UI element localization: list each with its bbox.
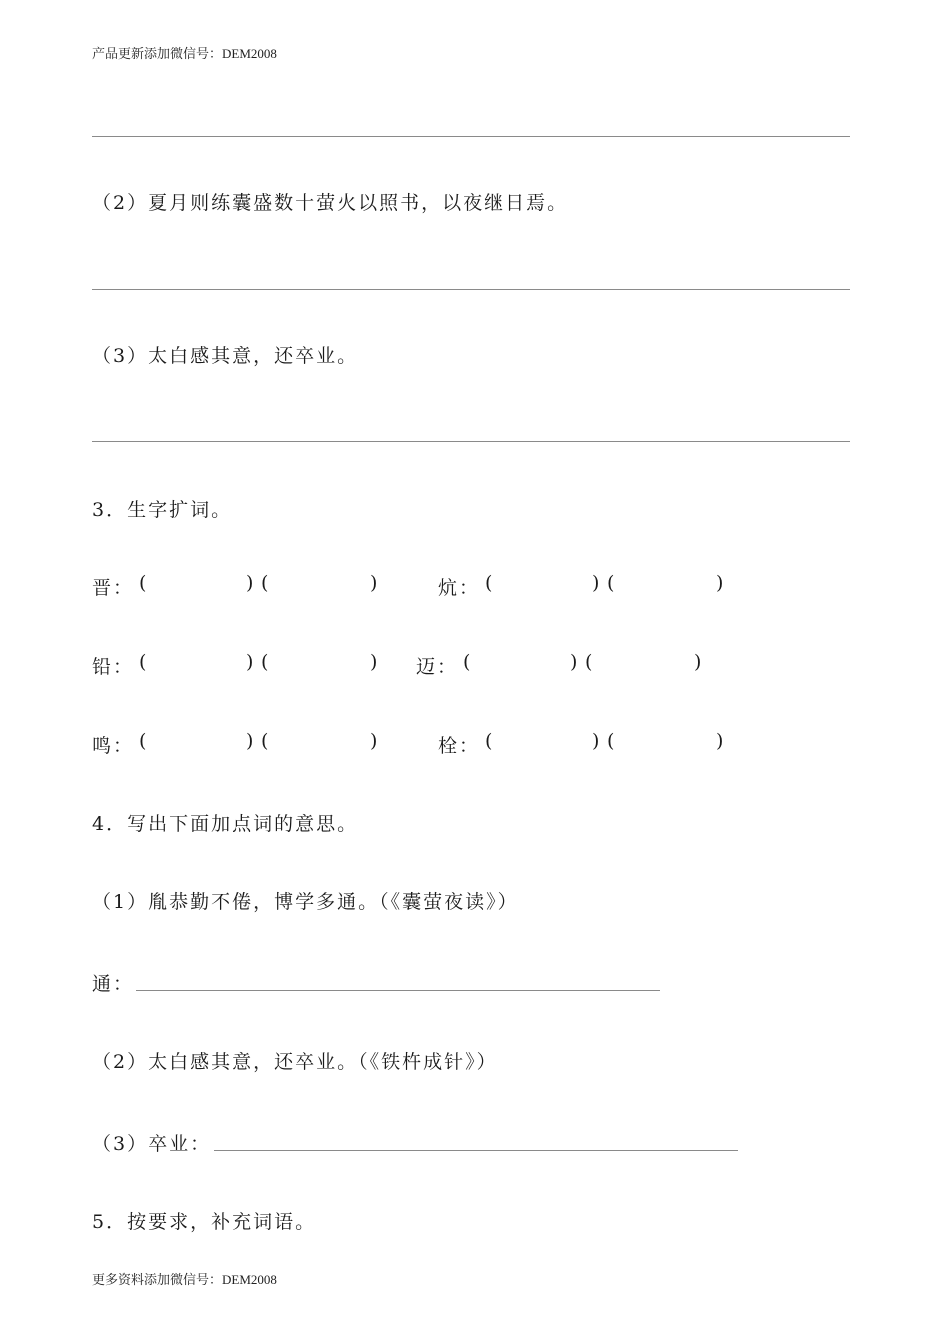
paren-open: ( — [607, 730, 615, 752]
paren-close: ) — [370, 651, 378, 673]
q4-item-1: （1）胤恭勤不倦，博学多通。（《囊萤夜读》） — [92, 891, 519, 913]
fill-in-line — [136, 990, 660, 991]
paren-close: ) — [694, 651, 702, 673]
paren-close: ) — [570, 651, 578, 673]
char-qian: 铅： — [92, 656, 135, 678]
char-shuan: 栓： — [438, 735, 481, 757]
paren-open: ( — [139, 572, 147, 594]
q2-item-3: （3）太白感其意，还卒业。 — [92, 345, 359, 367]
paren-open: ( — [261, 651, 269, 673]
paren-open: ( — [139, 730, 147, 752]
paren-close: ) — [592, 730, 600, 752]
paren-open: ( — [261, 572, 269, 594]
paren-open: ( — [139, 651, 147, 673]
paren-close: ) — [592, 572, 600, 594]
fill-in-line — [214, 1150, 738, 1151]
q3-title: 3．生字扩词。 — [92, 499, 233, 521]
answer-line — [92, 441, 850, 442]
paren-close: ) — [370, 572, 378, 594]
q2-item-2: （2）夏月则练囊盛数十萤火以照书，以夜继日焉。 — [92, 192, 569, 214]
label-zuye: （3）卒业： — [92, 1133, 212, 1155]
q5-title: 5．按要求，补充词语。 — [92, 1211, 317, 1233]
paren-close: ) — [370, 730, 378, 752]
char-mai: 迈： — [416, 656, 459, 678]
paren-close: ) — [716, 572, 724, 594]
paren-close: ) — [246, 651, 254, 673]
page-footer: 更多资料添加微信号：DEM2008 — [92, 1272, 277, 1287]
paren-open: ( — [463, 651, 471, 673]
paren-open: ( — [485, 730, 493, 752]
paren-open: ( — [485, 572, 493, 594]
q4-item-2: （2）太白感其意，还卒业。（《铁杵成针》） — [92, 1051, 498, 1073]
q4-title: 4．写出下面加点词的意思。 — [92, 813, 359, 835]
paren-open: ( — [261, 730, 269, 752]
paren-open: ( — [585, 651, 593, 673]
paren-close: ) — [246, 730, 254, 752]
char-ming: 鸣： — [92, 735, 135, 757]
label-tong: 通： — [92, 973, 135, 995]
char-kang: 炕： — [438, 577, 481, 599]
paren-open: ( — [607, 572, 615, 594]
answer-line — [92, 136, 850, 137]
paren-close: ) — [716, 730, 724, 752]
answer-line — [92, 289, 850, 290]
char-jin: 晋： — [92, 577, 135, 599]
page-header: 产品更新添加微信号：DEM2008 — [92, 46, 277, 61]
paren-close: ) — [246, 572, 254, 594]
